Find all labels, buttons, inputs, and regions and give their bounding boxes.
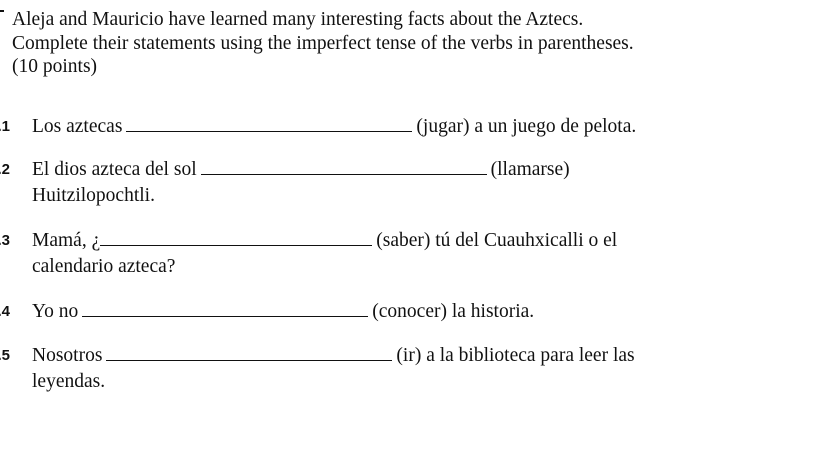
- question-number: 3: [1, 232, 10, 249]
- instruction-line-1: Aleja and Mauricio have learned many interesting facts about the Aztecs.: [12, 9, 584, 30]
- question-number: 1: [1, 118, 10, 135]
- question-prompt: Yo no: [32, 301, 79, 322]
- answer-blank-1[interactable]: [126, 130, 412, 132]
- instruction-line-3: (10 points): [12, 56, 98, 77]
- question-verb: (llamarse): [490, 159, 570, 180]
- answer-blank-3[interactable]: [100, 244, 372, 246]
- question-prompt: Los aztecas: [32, 116, 123, 137]
- question-number: 4: [1, 303, 10, 320]
- question-prompt: El dios azteca del sol: [32, 159, 197, 180]
- question-prompt: Mamá, ¿: [32, 230, 101, 251]
- question-text: [32, 299, 772, 325]
- question-continuation: leyendas.: [32, 371, 106, 392]
- question-continuation: calendario azteca?: [32, 256, 176, 277]
- question-number: 5: [1, 347, 10, 364]
- answer-blank-2[interactable]: [201, 173, 487, 175]
- question-verb: (saber) tú del Cuauhxicalli o el: [376, 230, 618, 251]
- answer-blank-4[interactable]: [82, 315, 368, 317]
- question-number: 2: [1, 161, 10, 178]
- question-verb: (ir) a la biblioteca para leer las: [396, 345, 635, 366]
- answer-blank-5[interactable]: [106, 359, 392, 361]
- instruction-line-2: Complete their statements using the imperfect tense of the verbs in parentheses.: [12, 32, 634, 54]
- instructions: [12, 8, 802, 79]
- question-text: [32, 343, 772, 395]
- question-text: [32, 228, 772, 280]
- question-text: [32, 157, 772, 209]
- question-continuation: Huitzilopochtli.: [32, 185, 155, 206]
- question-verb: (conocer) la historia.: [372, 301, 535, 322]
- question-text: [32, 114, 772, 140]
- question-verb: (jugar) a un juego de pelota.: [416, 116, 637, 137]
- instruction-marker: [0, 10, 4, 12]
- question-prompt: Nosotros: [32, 345, 103, 366]
